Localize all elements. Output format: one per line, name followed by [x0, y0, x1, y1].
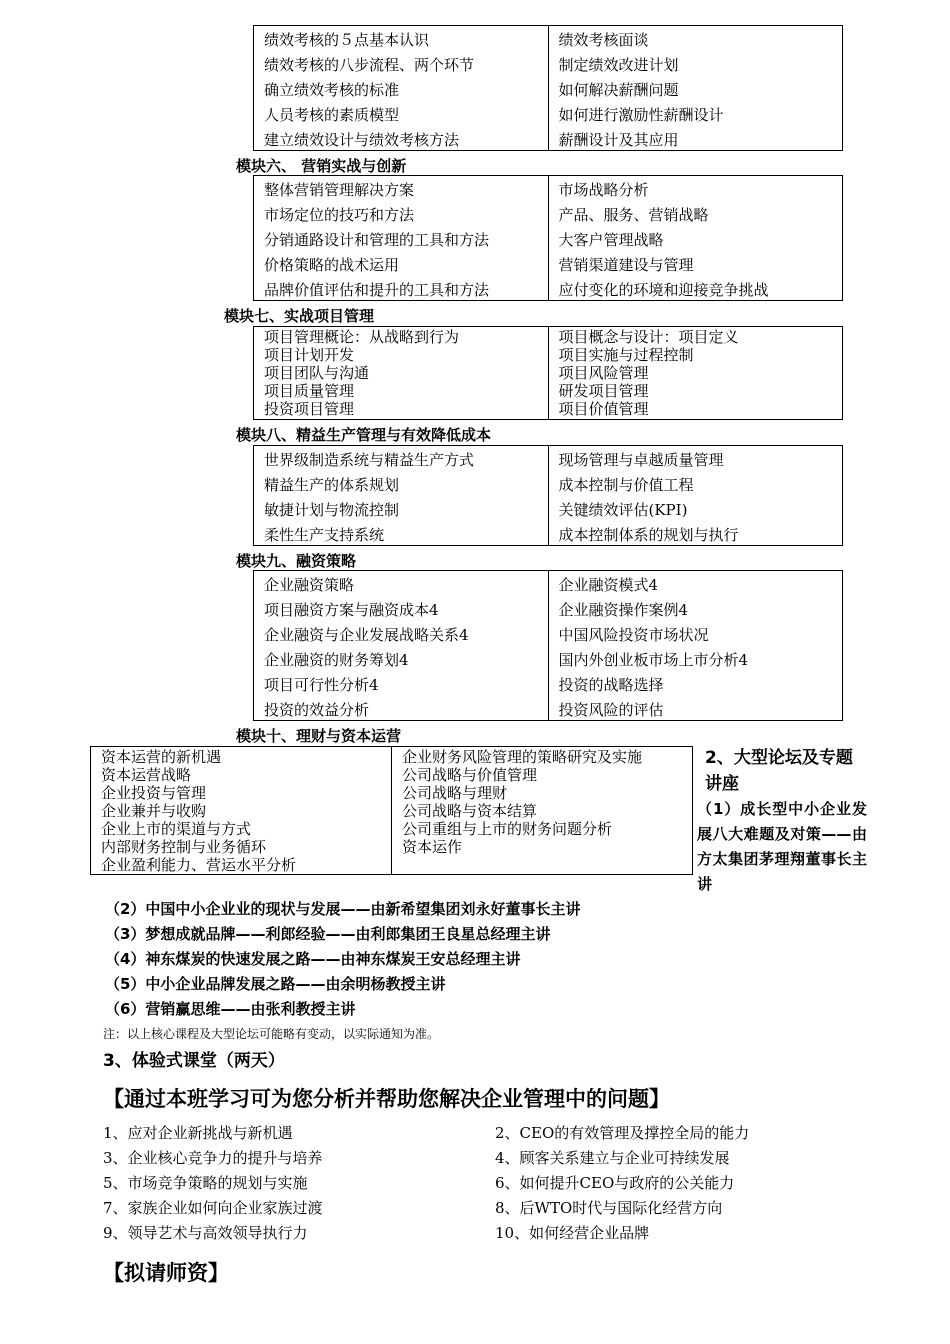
section3-heading: 3、体验式课堂（两天）	[103, 1051, 285, 1071]
issue-row	[103, 1121, 823, 1146]
course-item: 公司战略与价值管理	[402, 766, 538, 784]
course-item: 资本运营战略	[101, 766, 192, 784]
course-item: 成本控制与价值工程	[558, 476, 694, 494]
course-item: 建立绩效设计与绩效考核方法	[264, 131, 460, 149]
course-item: 企业融资的财务筹划4	[264, 651, 409, 669]
module7-left-column	[254, 327, 548, 419]
course-item: 如何进行激励性薪酬设计	[558, 106, 724, 124]
course-item: 绩效考核面谈	[558, 31, 649, 49]
course-item: 精益生产的体系规划	[264, 476, 400, 494]
course-item: 投资项目管理	[264, 400, 355, 418]
issue-item: 10、如何经营企业品牌	[495, 1224, 650, 1242]
forum-lecture-1: （1）成长型中小企业发展八大难题及对策——由方太集团茅理翔董事长主讲	[697, 800, 867, 893]
lecture-4: （4）神东煤炭的快速发展之路——由神东煤炭王安总经理主讲	[105, 950, 521, 968]
course-item: 企业投资与管理	[101, 784, 207, 802]
course-item: 项目团队与沟通	[264, 364, 370, 382]
course-item: 关键绩效评估(KPI)	[558, 501, 688, 519]
forum-section	[697, 745, 867, 897]
lecture-2: （2）中国中小企业业的现状与发展——由新希望集团刘永好董事长主讲	[105, 900, 581, 918]
course-item: 大客户管理战略	[558, 231, 664, 249]
module7-title: 模块七、实战项目管理	[224, 307, 375, 325]
course-item: 企业融资策略	[264, 576, 355, 594]
course-item: 敏捷计划与物流控制	[264, 501, 400, 519]
course-item: 整体营销管理解决方案	[264, 181, 415, 199]
issue-item: 1、应对企业新挑战与新机遇	[103, 1124, 293, 1142]
course-item: 产品、服务、营销战略	[558, 206, 709, 224]
forum-heading: 2、大型论坛及专题讲座	[705, 748, 853, 794]
lecture-6: （6）营销赢思维——由张利教授主讲	[105, 1000, 356, 1018]
module9-right-column	[548, 571, 843, 720]
course-item: 绩效考核的５点基本认识	[264, 31, 430, 49]
note: 注：以上核心课程及大型论坛可能略有变动，以实际通知为准。	[103, 1027, 440, 1041]
issue-item: 3、企业核心竞争力的提升与培养	[103, 1149, 323, 1167]
course-item: 企业盈利能力、营运水平分析	[101, 856, 297, 874]
lecture-3: （3）梦想成就品牌——利郎经验——由利郎集团王良星总经理主讲	[105, 925, 551, 943]
course-item: 企业兼并与收购	[101, 802, 207, 820]
course-item: 企业融资与企业发展战略关系4	[264, 626, 469, 644]
module9-title: 模块九、融资策略	[236, 552, 357, 570]
course-item: 公司重组与上市的财务问题分析	[402, 820, 613, 838]
course-item: 现场管理与卓越质量管理	[558, 451, 724, 469]
module8-table	[253, 445, 843, 546]
course-item: 资本运作	[402, 838, 463, 856]
course-item: 投资的战略选择	[558, 676, 664, 694]
issue-item: 4、顾客关系建立与企业可持续发展	[495, 1149, 730, 1167]
course-item: 项目概念与设计：项目定义	[558, 328, 739, 346]
course-item: 品牌价值评估和提升的工具和方法	[264, 281, 490, 299]
course-item: 公司战略与理财	[402, 784, 508, 802]
course-item: 资本运营的新机遇	[101, 748, 222, 766]
module6-left-column	[254, 176, 548, 300]
course-item: 绩效考核的八步流程、两个环节	[264, 56, 475, 74]
module6-title: 模块六、 营销实战与创新	[236, 157, 407, 175]
module8-title: 模块八、精益生产管理与有效降低成本	[236, 426, 492, 444]
course-item: 公司战略与资本结算	[402, 802, 538, 820]
course-item: 确立绩效考核的标准	[264, 81, 400, 99]
course-item: 如何解决薪酬问题	[558, 81, 679, 99]
course-item: 投资风险的评估	[558, 701, 664, 719]
course-item: 市场战略分析	[558, 181, 649, 199]
issues-list	[103, 1121, 823, 1246]
course-item: 市场定位的技巧和方法	[264, 206, 415, 224]
course-item: 柔性生产支持系统	[264, 526, 385, 544]
issue-row	[103, 1221, 823, 1246]
issue-item: 7、家族企业如何向企业家族过渡	[103, 1199, 323, 1217]
course-item: 企业财务风险管理的策略研究及实施	[402, 748, 643, 766]
teachers-heading: 【拟请师资】	[103, 1261, 229, 1285]
course-item: 分销通路设计和管理的工具和方法	[264, 231, 490, 249]
course-item: 薪酬设计及其应用	[558, 131, 679, 149]
module6-table	[253, 175, 843, 301]
module9-table	[253, 570, 843, 721]
module10-left-column	[91, 747, 391, 874]
module10-title: 模块十、理财与资本运营	[236, 727, 402, 745]
course-item: 世界级制造系统与精益生产方式	[264, 451, 475, 469]
benefits-banner: 【通过本班学习可为您分析并帮助您解决企业管理中的问题】	[103, 1087, 670, 1111]
course-item: 项目实施与过程控制	[558, 346, 694, 364]
course-item: 内部财务控制与业务循环	[101, 838, 267, 856]
issue-item: 6、如何提升CEO与政府的公关能力	[495, 1174, 735, 1192]
issue-item: 9、领导艺术与高效领导执行力	[103, 1224, 308, 1242]
issue-row	[103, 1171, 823, 1196]
issue-item: 2、CEO的有效管理及撑控全局的能力	[495, 1124, 750, 1142]
module7-table	[253, 326, 843, 420]
course-item: 制定绩效改进计划	[558, 56, 679, 74]
course-item: 项目管理概论：从战略到行为	[264, 328, 460, 346]
course-item: 项目质量管理	[264, 382, 355, 400]
module5-left-column	[254, 26, 548, 150]
issue-row	[103, 1196, 823, 1221]
module8-left-column	[254, 446, 548, 545]
course-item: 国内外创业板市场上市分析4	[558, 651, 749, 669]
module10-right-column	[391, 747, 692, 874]
lecture-5: （5）中小企业品牌发展之路——由余明杨教授主讲	[105, 975, 446, 993]
course-item: 项目风险管理	[558, 364, 649, 382]
module5-table	[253, 25, 843, 151]
module9-left-column	[254, 571, 548, 720]
module10-table	[90, 746, 693, 875]
issue-item: 5、市场竞争策略的规划与实施	[103, 1174, 308, 1192]
course-item: 投资的效益分析	[264, 701, 370, 719]
course-item: 项目融资方案与融资成本4	[264, 601, 439, 619]
issue-row	[103, 1146, 823, 1171]
course-item: 项目价值管理	[558, 400, 649, 418]
module5-right-column	[548, 26, 843, 150]
course-item: 中国风险投资市场状况	[558, 626, 709, 644]
course-item: 企业融资操作案例4	[558, 601, 689, 619]
course-item: 价格策略的战术运用	[264, 256, 400, 274]
course-item: 企业上市的渠道与方式	[101, 820, 252, 838]
module6-right-column	[548, 176, 843, 300]
course-item: 人员考核的素质模型	[264, 106, 400, 124]
issue-item: 8、后WTO时代与国际化经营方向	[495, 1199, 723, 1217]
course-item: 成本控制体系的规划与执行	[558, 526, 739, 544]
course-item: 项目可行性分析4	[264, 676, 379, 694]
module7-right-column	[548, 327, 843, 419]
course-item: 项目计划开发	[264, 346, 355, 364]
module8-right-column	[548, 446, 843, 545]
course-item: 研发项目管理	[558, 382, 649, 400]
course-item: 企业融资模式4	[558, 576, 659, 594]
course-item: 营销渠道建设与管理	[558, 256, 694, 274]
course-item: 应付变化的环境和迎接竞争挑战	[558, 281, 769, 299]
